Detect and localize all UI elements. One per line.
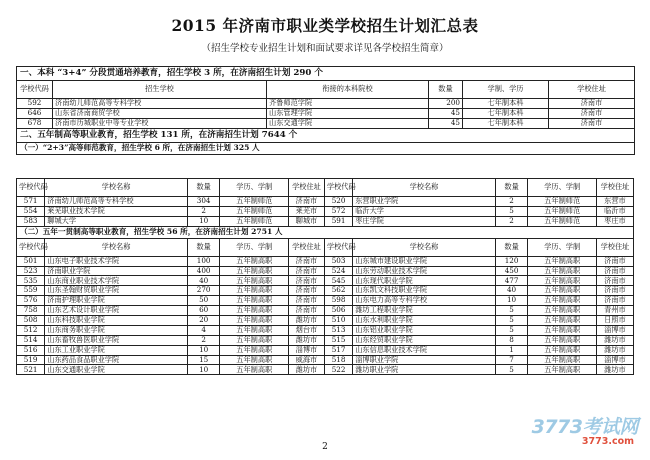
column-header: 学校住址: [289, 238, 325, 256]
table-cell: 潍坊市: [289, 335, 325, 345]
table-cell: 济南市: [289, 256, 325, 266]
table-cell: 2: [495, 197, 528, 207]
table-cell: 5: [495, 325, 528, 335]
table-cell: 518: [324, 355, 352, 365]
column-header: 学校名称: [45, 238, 188, 256]
table-cell: 济南市: [596, 296, 633, 306]
table-cell: 日照市: [596, 316, 633, 326]
table-cell: 15: [187, 355, 220, 365]
table-cell: 五年制高职: [528, 335, 597, 345]
table-row: [17, 266, 634, 276]
table-cell: 598: [324, 296, 352, 306]
table-cell: 东营市: [596, 197, 633, 207]
table-cell: 591: [324, 216, 352, 226]
table-cell: 淄博市: [289, 345, 325, 355]
table-cell: 10: [187, 365, 220, 375]
table-cell: 五年制高职: [220, 316, 289, 326]
table-cell: 五年制高职: [220, 335, 289, 345]
table-cell: 576: [17, 296, 45, 306]
table-cell: 523: [17, 266, 45, 276]
page-subtitle: （招生学校专业招生计划和面试要求详见各学校招生简章）: [201, 43, 449, 54]
table-cell: 304: [187, 197, 220, 207]
table-cell: 山东电力高等专科学校: [353, 296, 496, 306]
table-cell: 五年制高职: [528, 266, 597, 276]
table-cell: 潍坊市: [289, 316, 325, 326]
table-cell: 517: [324, 345, 352, 355]
table-cell: 山东省济南商贸学校: [53, 108, 267, 118]
table-cell: 聊城大学: [45, 216, 188, 226]
column-header: 数量: [187, 179, 220, 197]
table-cell: 山东劳动职业技术学院: [353, 266, 496, 276]
table-cell: 524: [324, 266, 352, 276]
column-header: 数量: [495, 179, 528, 197]
table-cell: 477: [495, 276, 528, 286]
section2-sub1-heading: （一）“2+3”高等师范教育，招生学校 6 所，在济南招生计划 325 人: [17, 142, 635, 154]
table-cell: 40: [187, 276, 220, 286]
table-cell: 五年制高职: [528, 296, 597, 306]
table-cell: 烟台市: [289, 325, 325, 335]
table-cell: 592: [17, 99, 53, 109]
table-cell: 5: [495, 365, 528, 375]
table-cell: 淄博市: [596, 355, 633, 365]
table-cell: 五年制高职: [220, 355, 289, 365]
section1-heading: 一、本科 “3+4” 分段贯通培养教育，招生学校 3 所，在济南招生计划 290 个: [17, 67, 635, 81]
table-cell: 济南市: [289, 286, 325, 296]
table-cell: 五年制高职: [528, 345, 597, 355]
watermark-logo: [520, 412, 640, 450]
table-cell: 潍坊职业学院: [353, 365, 496, 375]
table-cell: 山东交通职业学院: [45, 365, 188, 375]
table-cell: 520: [324, 197, 352, 207]
table-cell: 508: [17, 316, 45, 326]
table-cell: 济南幼儿师范高等专科学校: [53, 99, 267, 109]
table-cell: 519: [17, 355, 45, 365]
table-cell: 503: [324, 256, 352, 266]
table-cell: 678: [17, 118, 53, 128]
table-cell: 50: [187, 296, 220, 306]
watermark-url: 3773.com: [581, 436, 634, 447]
table-cell: 山东凯文科技职业学院: [353, 286, 496, 296]
table-cell: 100: [187, 256, 220, 266]
table-cell: 554: [17, 206, 45, 216]
table-cell: 七年制本科: [463, 108, 549, 118]
table-cell: 545: [324, 276, 352, 286]
column-header: 学校代码: [17, 238, 45, 256]
table-row: [17, 316, 634, 326]
table-row: [17, 365, 634, 375]
table-cell: 514: [17, 335, 45, 345]
table-row: [17, 99, 635, 109]
table-cell: 五年制师范: [220, 206, 289, 216]
table-cell: 20: [187, 316, 220, 326]
column-header: 招生学校: [53, 81, 267, 99]
table-cell: 潍坊市: [596, 345, 633, 355]
table-cell: 潍坊市: [596, 365, 633, 375]
column-header: 学历、学制: [220, 179, 289, 197]
table-cell: 五年制师范: [220, 197, 289, 207]
table-cell: 五年制师范: [528, 216, 597, 226]
page-title: 2015 年济南市职业类学校招生计划汇总表: [171, 16, 479, 35]
table-cell: 五年制高职: [528, 276, 597, 286]
table-cell: 1: [495, 345, 528, 355]
table-cell: 515: [324, 335, 352, 345]
table-cell: 山东城市建设职业学院: [353, 256, 496, 266]
table-cell: 五年制高职: [220, 276, 289, 286]
table-cell: 五年制高职: [528, 365, 597, 375]
column-header: 衔接的本科院校: [267, 81, 429, 99]
table-cell: 510: [324, 316, 352, 326]
table-cell: 济南市: [549, 118, 635, 128]
table-cell: 5: [495, 306, 528, 316]
page-number: 2: [322, 442, 328, 452]
table-cell: 五年制高职: [528, 306, 597, 316]
table-cell: 淄博职业学院: [353, 355, 496, 365]
table-cell: 五年制高职: [528, 325, 597, 335]
section2-sub2-heading: （二）五年一贯制高等职业教育，招生学校 56 所，在济南招生计划 2751 人: [17, 226, 634, 238]
table-cell: 山东商业职业技术学院: [45, 276, 188, 286]
column-header: 学校住址: [596, 179, 633, 197]
table-cell: 五年制高职: [528, 256, 597, 266]
table-cell: 2: [495, 216, 528, 226]
table-cell: 10: [187, 345, 220, 355]
column-header: 学校代码: [17, 81, 53, 99]
table-row: [17, 345, 634, 355]
table-cell: 五年制师范: [528, 206, 597, 216]
table-cell: 临沂市: [596, 206, 633, 216]
table-row: [17, 296, 634, 306]
column-header: 学历、学制: [528, 179, 597, 197]
table-cell: 济南市: [289, 276, 325, 286]
table-cell: 522: [324, 365, 352, 375]
table-cell: 五年制高职: [220, 325, 289, 335]
table-cell: 潍坊市: [289, 365, 325, 375]
column-header: 学历、学制: [528, 238, 597, 256]
table-cell: 山东信息职业技术学院: [353, 345, 496, 355]
column-header: 学制、学历: [463, 81, 549, 99]
table-cell: 五年制高职: [528, 316, 597, 326]
table-cell: 济南市: [596, 256, 633, 266]
table-cell: 40: [495, 286, 528, 296]
column-header: 学校住址: [596, 238, 633, 256]
table-cell: 五年制高职: [220, 256, 289, 266]
section2-table: [16, 178, 634, 375]
table-cell: 200: [429, 99, 463, 109]
table-row: [17, 118, 635, 128]
table-cell: 济南护理职业学院: [45, 296, 188, 306]
table-cell: 571: [17, 197, 45, 207]
table-cell: 济南市: [289, 266, 325, 276]
table-cell: 莱芜职业技术学院: [45, 206, 188, 216]
column-header: 学校代码: [324, 238, 352, 256]
table-cell: 10: [495, 296, 528, 306]
table-cell: 济南职业学院: [45, 266, 188, 276]
table-cell: 济南幼儿师范高等专科学校: [45, 197, 188, 207]
column-header: 学校名称: [45, 179, 188, 197]
table-cell: 60: [187, 306, 220, 316]
table-cell: 五年制师范: [220, 216, 289, 226]
table-cell: 山东艺术设计职业学院: [45, 306, 188, 316]
table-cell: 枣庄市: [596, 216, 633, 226]
table-cell: 济南市: [289, 306, 325, 316]
table-cell: 济南市: [596, 266, 633, 276]
table-cell: 山东药品食品职业学院: [45, 355, 188, 365]
table-cell: 潍坊市: [596, 335, 633, 345]
table-cell: 济南市历城职业中等专业学校: [53, 118, 267, 128]
column-header: 学校住址: [549, 81, 635, 99]
table-cell: 五年制高职: [220, 306, 289, 316]
column-header: 学历、学制: [220, 238, 289, 256]
table-cell: 五年制高职: [220, 286, 289, 296]
table-cell: 山东水利职业学院: [353, 316, 496, 326]
table-cell: 山东交通学院: [267, 118, 429, 128]
table-cell: 572: [324, 206, 352, 216]
table-cell: 潍坊工程职业学院: [353, 306, 496, 316]
table-cell: 45: [429, 118, 463, 128]
table-cell: 45: [429, 108, 463, 118]
table-row: [17, 355, 634, 365]
table-cell: 120: [495, 256, 528, 266]
column-header: 学校代码: [324, 179, 352, 197]
table-cell: 五年制高职: [220, 266, 289, 276]
table-cell: 646: [17, 108, 53, 118]
table-cell: 聊城市: [289, 216, 325, 226]
table-row: [17, 276, 634, 286]
table-cell: 山东管理学院: [267, 108, 429, 118]
table-cell: 512: [17, 325, 45, 335]
table-cell: 青州市: [596, 306, 633, 316]
table-cell: 齐鲁师范学院: [267, 99, 429, 109]
table-cell: 535: [17, 276, 45, 286]
table-cell: 济南市: [289, 197, 325, 207]
table-cell: 583: [17, 216, 45, 226]
table-cell: 山东现代职业学院: [353, 276, 496, 286]
table-cell: 400: [187, 266, 220, 276]
table-cell: 济南市: [289, 296, 325, 306]
table-cell: 淄博市: [596, 325, 633, 335]
section1-table: [16, 66, 635, 155]
table-cell: 五年制高职: [528, 286, 597, 296]
table-cell: 2: [187, 335, 220, 345]
column-header: 数量: [187, 238, 220, 256]
column-header: 学校代码: [17, 179, 45, 197]
table-cell: 山东经贸职业学院: [353, 335, 496, 345]
table-row: [17, 325, 634, 335]
table-row: [17, 197, 634, 207]
table-cell: 5: [495, 316, 528, 326]
table-cell: 山东电子职业技术学院: [45, 256, 188, 266]
table-cell: 450: [495, 266, 528, 276]
table-cell: 山东铝业职业学院: [353, 325, 496, 335]
table-cell: 济南市: [596, 276, 633, 286]
table-cell: 济南市: [549, 108, 635, 118]
table-cell: 513: [324, 325, 352, 335]
column-header: 学校名称: [353, 238, 496, 256]
table-cell: 七年制本科: [463, 118, 549, 128]
table-cell: 506: [324, 306, 352, 316]
table-cell: 5: [495, 206, 528, 216]
table-cell: 临沂大学: [353, 206, 496, 216]
table-row: [17, 256, 634, 266]
table-cell: 七年制本科: [463, 99, 549, 109]
table-cell: 山东畜牧兽医职业学院: [45, 335, 188, 345]
table-row: [17, 108, 635, 118]
table-cell: 五年制师范: [528, 197, 597, 207]
table-cell: 山东圣翰财贸职业学院: [45, 286, 188, 296]
watermark-logo-text: 3773考试网: [531, 416, 638, 438]
table-cell: 济南市: [549, 99, 635, 109]
column-header: 学校住址: [289, 179, 325, 197]
table-cell: 威海市: [289, 355, 325, 365]
table-cell: 五年制高职: [220, 345, 289, 355]
column-header: 学校名称: [353, 179, 496, 197]
table-row: [17, 335, 634, 345]
table-cell: 五年制高职: [220, 365, 289, 375]
table-cell: 758: [17, 306, 45, 316]
column-header: 数量: [495, 238, 528, 256]
table-row: [17, 206, 634, 216]
table-row: [17, 216, 634, 226]
table-cell: 济南市: [596, 286, 633, 296]
table-cell: 516: [17, 345, 45, 355]
table-cell: 山东科技职业学院: [45, 316, 188, 326]
table-cell: 559: [17, 286, 45, 296]
table-row: [17, 306, 634, 316]
table-cell: 莱芜市: [289, 206, 325, 216]
table-row: [17, 286, 634, 296]
table-cell: 10: [187, 216, 220, 226]
table-cell: 501: [17, 256, 45, 266]
table-cell: 8: [495, 335, 528, 345]
table-cell: 五年制高职: [220, 296, 289, 306]
table-cell: 2: [187, 206, 220, 216]
section2-heading: 二、五年制高等职业教育，招生学校 131 所，在济南招生计划 7644 个: [17, 128, 635, 142]
table-cell: 枣庄学院: [353, 216, 496, 226]
table-cell: 7: [495, 355, 528, 365]
table-cell: 山东商务职业学院: [45, 325, 188, 335]
column-header: 数量: [429, 81, 463, 99]
table-cell: 521: [17, 365, 45, 375]
table-cell: 4: [187, 325, 220, 335]
table-cell: 270: [187, 286, 220, 296]
table-cell: 山东工业职业学院: [45, 345, 188, 355]
table-cell: 东营职业学院: [353, 197, 496, 207]
table-cell: 五年制高职: [528, 355, 597, 365]
table-cell: 562: [324, 286, 352, 296]
